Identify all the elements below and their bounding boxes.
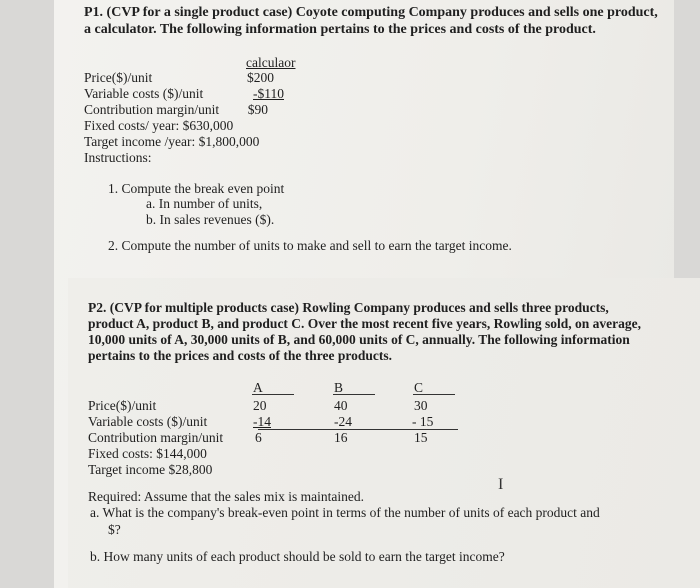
p1-contribution-value: $90 [247,102,268,117]
p2-price-c: 30 [414,398,428,413]
p2-price-b: 40 [334,398,348,413]
p2-variable-c: - 15 [412,414,434,429]
p2-header-b: B [334,380,344,395]
p1-question-1: 1. Compute the break even point [108,181,285,196]
p2-title-line3: 10,000 units of A, 30,000 units of B, and 60,000 units of C, annually. The following information [88,332,630,347]
p1-contribution-label: Contribution margin/unit [84,102,220,117]
p2-question-a-line1: a. What is the company's break-even point in terms of the number of units of each product and [90,505,600,520]
p2-price-label: Price($)/unit [88,398,157,413]
p2-question-b: b. How many units of each product should be sold to earn the target income? [90,549,505,564]
p2-required: Required: Assume that the sales mix is maintained. [88,489,364,504]
p1-question-1a: a. In number of units, [146,196,263,211]
p2-title-line1: P2. (CVP for multiple products case) Rowling Company produces and sells three products, [88,300,609,315]
p1-price-value: $200 [247,70,274,85]
p2-title-line4: pertains to the prices and costs of the three products. [88,348,392,363]
p2-variable-label: Variable costs ($)/unit [88,414,208,429]
p2-title-line2: product A, product B, and product C. Over the most recent five years, Rowling sold, on average, [88,316,641,331]
p1-column-header: calculaor [246,55,296,70]
p2-header-a-underline [252,394,294,395]
text-cursor-icon: I [498,476,504,493]
p1-question-1b: b. In sales revenues ($). [146,212,275,227]
p1-instructions: Instructions: [84,150,152,165]
p2-question-a-line2: $? [108,522,121,537]
p2-header-b-underline [333,394,375,395]
p2-header-a: A [253,380,263,395]
p2-price-a: 20 [253,398,267,413]
p2-variable-a: -14 [253,414,271,429]
p2-header-c-underline [413,394,455,395]
p1-variable-label: Variable costs ($)/unit [84,86,204,101]
p1-variable-value: -$110 [253,86,284,101]
p1-title-line1: P1. (CVP for a single product case) Coyote computing Company produces and sells one product, [84,5,658,20]
p2-header-c: C [414,380,424,395]
p1-title-line2: a calculator. The following information pertains to the prices and costs of the product. [84,22,596,37]
p1-price-label: Price($)/unit [84,70,153,85]
p2-target-income: Target income $28,800 [88,462,213,477]
p1-question-2: 2. Compute the number of units to make and sell to earn the target income. [108,238,512,253]
p2-variable-b: -24 [334,414,352,429]
p2-contribution-label: Contribution margin/unit [88,430,224,445]
p2-contribution-c: 15 [414,430,428,445]
p2-contribution-b: 16 [334,430,348,445]
p2-fixed-costs: Fixed costs: $144,000 [88,446,207,461]
p2-contribution-a: 6 [255,430,262,445]
p1-fixed-costs: Fixed costs/ year: $630,000 [84,118,234,133]
p1-target-income: Target income /year: $1,800,000 [84,134,260,149]
